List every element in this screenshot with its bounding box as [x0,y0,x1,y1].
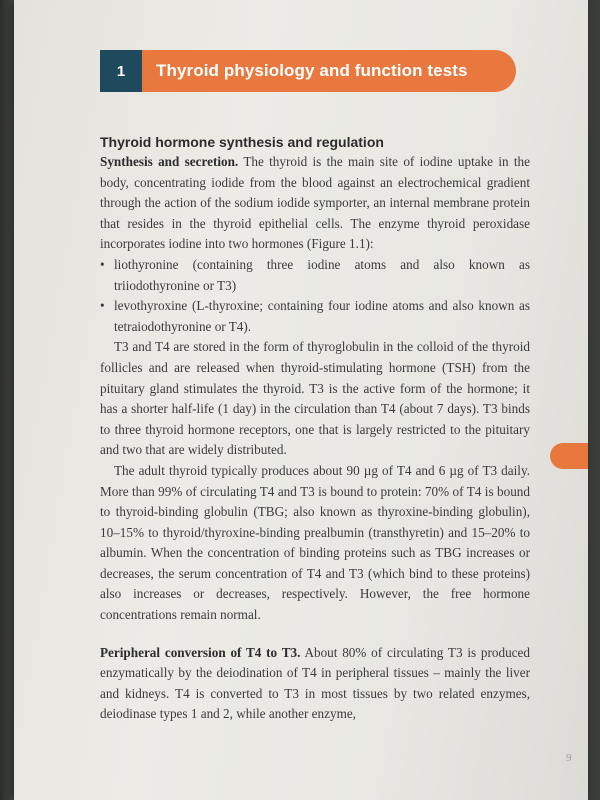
list-item: • liothyronine (containing three iodine atoms and also known as triiodothyronine or T3) [100,255,530,296]
list-item: • levothyroxine (L-thyroxine; containing four iodine atoms and also known as tetraiodothyronine or T4). [100,296,530,337]
paragraph-body: The thyroid is the main site of iodine uptake in the body, concentrating iodide from the blood against an electrochemical gradient through the action of the sodium iodide symporter, an internal membrane protein that resides in the thyroid epithelial cells. The enzyme thyroid peroxidase incorporates iodine into two hormones (Figure 1.1): [100,154,531,252]
section-heading: Thyroid hormone synthesis and regulation [100,134,384,150]
paragraph-production: The adult thyroid typically produces about 90 µg of T4 and 6 µg of T3 daily. More than 99% of circulating T4 and T3 is bound to protein: 70% of T4 is bound to thyroid-binding globulin (TBG; also known as thyroxine-binding globulin), 10–15% to thyroid/thyroxine-binding prealbumin (transthyretin) and 15–20% to albumin. When the concentration of binding proteins such as TBG increases or decreases, the serum concentration of T4 and T3 (which bind to these proteins) also increases or decreases, respectively. However, the free hormone concentrations remain normal. [100,462,530,623]
paragraph-lead: Synthesis and secretion. [100,154,239,169]
page-content [100,132,530,725]
chapter-thumb-tab [550,443,588,469]
chapter-number: 1 [100,50,142,92]
chapter-banner [100,50,516,92]
paragraph-synthesis [100,152,530,255]
hormone-list [100,255,530,337]
paragraph-body: About 80% of circulating T3 is produced enzymatically by the deiodination of T4 in peripheral tissues – mainly the liver and kidneys. T4 is converted to T3 in most tissues by two related enzymes, deiodinase types 1 and 2, while another enzyme, [100,644,530,722]
book-page [14,0,588,800]
chapter-title: Thyroid physiology and function tests [156,61,468,80]
section-spacer [100,626,530,643]
paragraph-conversion [100,643,530,725]
paragraph-lead: Peripheral conversion of T4 to T3. [100,644,301,660]
book-spine [0,0,14,800]
paragraph-storage: T3 and T4 are stored in the form of thyroglobulin in the colloid of the thyroid follicles and are released when thyroid-stimulating hormone (TSH) from the pituitary gland stimulates the thyroid. T3 is the active form of the hormone; it has a shorter half-life (1 day) in the circulation than T4 (about 7 days). T3 binds to three thyroid hormone receptors, one that is largely restricted to the pituitary and two that are widely distributed. [100,339,530,458]
page-number: 9 [566,752,572,764]
